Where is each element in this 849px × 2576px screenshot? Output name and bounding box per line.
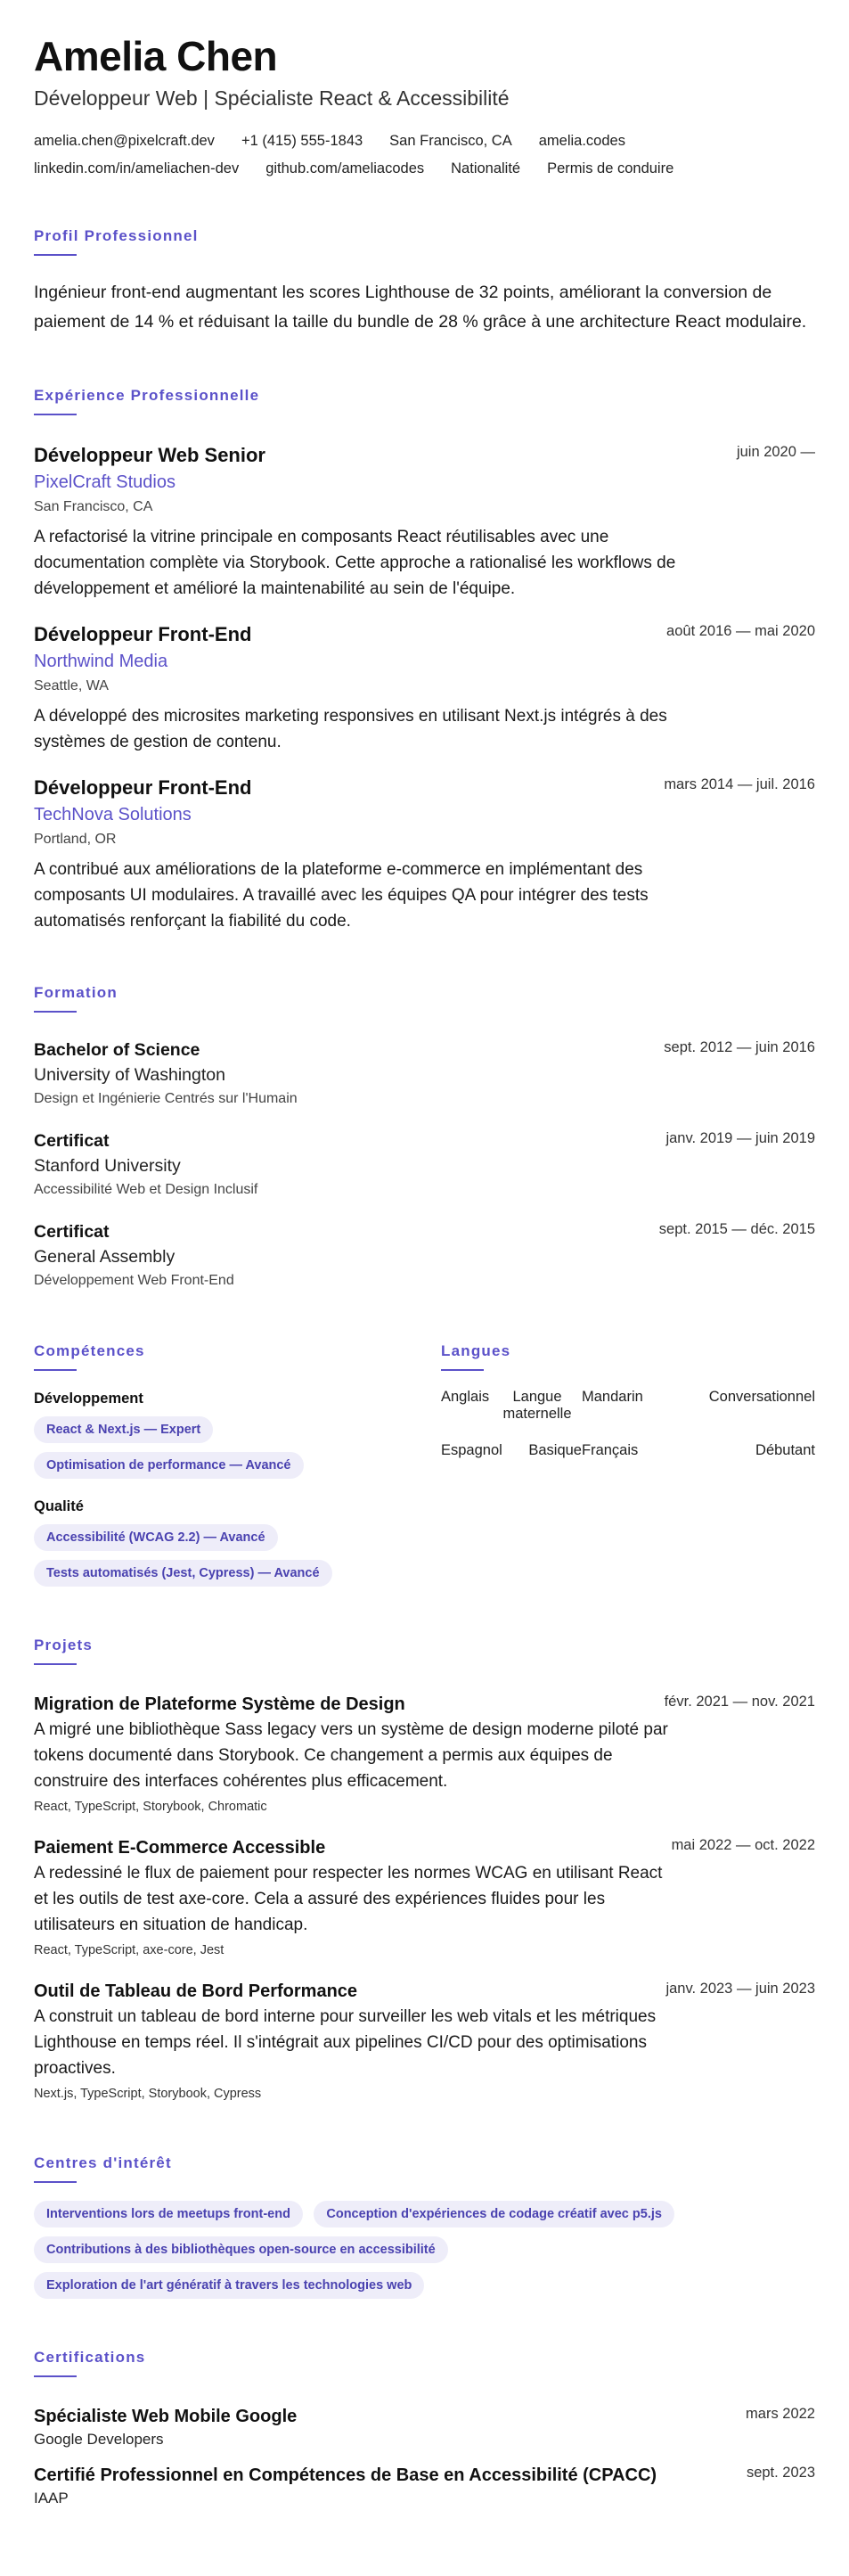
- interest-chip: Conception d'expériences de codage créatif avec p5.js: [314, 2201, 674, 2227]
- contact-nationality: Nationalité: [451, 160, 521, 176]
- certifications-section: [34, 2349, 815, 2509]
- section-title: Formation: [34, 984, 118, 1001]
- school: Stanford University: [34, 1156, 181, 1176]
- certification-item: [34, 2463, 815, 2509]
- company-name: PixelCraft Studios: [34, 472, 176, 492]
- field-of-study: Développement Web Front-End: [34, 1273, 234, 1288]
- project-item: [34, 1835, 815, 1961]
- projects-section: [34, 1637, 815, 2104]
- section-divider: [34, 1011, 77, 1013]
- section-title: Certifications: [34, 2349, 146, 2366]
- project-item: [34, 1692, 815, 1817]
- experience-dates: juin 2020 —: [736, 444, 815, 460]
- certification-name: Certifié Professionnel en Compétences de Base en Accessibilité (CPACC): [34, 2465, 657, 2485]
- project-dates: févr. 2021 — nov. 2021: [664, 1694, 815, 1710]
- language-name: Mandarin: [582, 1389, 643, 1405]
- certification-issuer: IAAP: [34, 2490, 69, 2506]
- contact-email[interactable]: amelia.chen@pixelcraft.dev: [34, 133, 215, 149]
- job-title: Développeur Web Senior: [34, 444, 265, 466]
- section-divider: [34, 254, 77, 256]
- degree: Certificat: [34, 1131, 110, 1151]
- project-description: A migré une bibliothèque Sass legacy vers un système de design moderne piloté par tokens documenté dans Storybook. Ce changement a permis aux équipes de construire des interfaces cohérentes plus efficacement.: [34, 1720, 668, 1791]
- certification-name: Spécialiste Web Mobile Google: [34, 2407, 298, 2426]
- job-location: San Francisco, CA: [34, 499, 153, 514]
- section-divider: [34, 2375, 77, 2377]
- certification-date: sept. 2023: [746, 2465, 815, 2481]
- degree: Certificat: [34, 1222, 110, 1242]
- company-name: TechNova Solutions: [34, 805, 192, 824]
- section-divider: [34, 2181, 77, 2183]
- summary-section: [34, 227, 815, 337]
- language-level: Conversationnel: [708, 1389, 815, 1405]
- skill-category: Qualité: [34, 1498, 84, 1514]
- experience-item: [34, 621, 815, 755]
- certification-date: mars 2022: [746, 2406, 815, 2422]
- project-name: Outil de Tableau de Bord Performance: [34, 1981, 358, 2001]
- job-description: A refactorisé la vitrine principale en composants React réutilisables avec une documentation complète via Storybook. Cette approche a rationalisé les workflows de développement et amélioré la maintenabilité au sein de l'équipe.: [34, 528, 676, 598]
- education-item: [34, 1038, 815, 1111]
- skill-chip: React & Next.js — Expert: [34, 1416, 213, 1443]
- project-tech: Next.js, TypeScript, Storybook, Cypress: [34, 2087, 262, 2101]
- skill-category: Développement: [34, 1391, 143, 1407]
- experience-item: [34, 775, 815, 934]
- languages-grid: [441, 1389, 815, 1459]
- company-name: Northwind Media: [34, 652, 168, 671]
- skill-chip: Tests automatisés (Jest, Cypress) — Avancé: [34, 1560, 332, 1587]
- section-title: Langues: [441, 1342, 511, 1359]
- experience-item: [34, 442, 815, 602]
- project-name: Migration de Plateforme Système de Design: [34, 1694, 405, 1714]
- education-section: [34, 984, 815, 1292]
- section-divider: [34, 1663, 77, 1665]
- project-name: Paiement E-Commerce Accessible: [34, 1838, 326, 1858]
- skill-chip: Optimisation de performance — Avancé: [34, 1452, 304, 1479]
- project-dates: janv. 2023 — juin 2023: [665, 1981, 815, 1997]
- project-description: A construit un tableau de bord interne pour surveiller les web vitals et les métriques Lighthouse en temps réel. Il s'intégrait aux pipelines CI/CD pour des optimisations proactives.: [34, 2007, 657, 2078]
- section-title: Compétences: [34, 1342, 145, 1359]
- language-name: Anglais: [441, 1389, 490, 1405]
- experience-dates: mars 2014 — juil. 2016: [664, 776, 815, 792]
- interest-chip: Interventions lors de meetups front-end: [34, 2201, 303, 2227]
- skills-section: [34, 1342, 441, 1587]
- contact-list: [34, 133, 815, 177]
- section-divider: [34, 414, 77, 415]
- section-divider: [34, 1369, 77, 1371]
- headline: Développeur Web | Spécialiste React & Accessibilité: [34, 86, 510, 110]
- education-dates: janv. 2019 — juin 2019: [665, 1130, 815, 1146]
- languages-section: [441, 1342, 815, 1587]
- section-title: Expérience Professionnelle: [34, 387, 260, 404]
- summary-text: Ingénieur front-end augmentant les scores Lighthouse de 32 points, améliorant la conversion de paiement de 14 % et réduisant la taille du bundle de 28 % grâce à une architecture React modulaire.: [34, 283, 807, 332]
- project-item: [34, 1979, 815, 2104]
- project-tech: React, TypeScript, Storybook, Chromatic: [34, 1800, 267, 1814]
- interests-section: [34, 2154, 815, 2299]
- experience-dates: août 2016 — mai 2020: [666, 623, 815, 639]
- job-description: A contribué aux améliorations de la plateforme e-commerce en implémentant des composants UI modulaires. A travaillé avec les équipes QA pour intégrer des tests automatisés renforçant la fiabilité du code.: [34, 860, 649, 931]
- interests-list: [34, 2192, 815, 2299]
- job-description: A développé des microsites marketing responsives en utilisant Next.js intégrés à des systèmes de gestion de contenu.: [34, 707, 667, 751]
- candidate-name: Amelia Chen: [34, 33, 278, 79]
- job-title: Développeur Front-End: [34, 623, 252, 645]
- contact-website[interactable]: amelia.codes: [538, 133, 625, 149]
- skills-languages-row: [34, 1342, 815, 1587]
- field-of-study: Accessibilité Web et Design Inclusif: [34, 1182, 258, 1197]
- education-item: [34, 1128, 815, 1202]
- education-dates: sept. 2012 — juin 2016: [664, 1039, 815, 1055]
- project-tech: React, TypeScript, axe-core, Jest: [34, 1943, 224, 1957]
- language-level: Langue maternelle: [502, 1389, 572, 1422]
- section-title: Projets: [34, 1637, 94, 1653]
- skill-chip: Accessibilité (WCAG 2.2) — Avancé: [34, 1524, 278, 1551]
- project-description: A redessiné le flux de paiement pour respecter les normes WCAG en utilisant React et les outils de test axe-core. Cela a assuré des expériences fluides pour les utilisateurs en situation de handicap.: [34, 1864, 663, 1934]
- contact-phone[interactable]: +1 (415) 555-1843: [241, 133, 363, 149]
- education-item: [34, 1219, 815, 1292]
- contact-github[interactable]: github.com/ameliacodes: [265, 160, 425, 176]
- language-level: Basique: [528, 1442, 582, 1458]
- project-dates: mai 2022 — oct. 2022: [671, 1837, 815, 1853]
- contact-linkedin[interactable]: linkedin.com/in/ameliachen-dev: [34, 160, 240, 176]
- job-location: Portland, OR: [34, 832, 117, 847]
- school: General Assembly: [34, 1247, 176, 1267]
- certification-issuer: Google Developers: [34, 2431, 164, 2448]
- section-title: Profil Professionnel: [34, 227, 199, 244]
- education-dates: sept. 2015 — déc. 2015: [658, 1221, 815, 1237]
- language-level: Débutant: [755, 1442, 815, 1458]
- resume-header: [34, 33, 815, 177]
- contact-location: San Francisco, CA: [389, 133, 512, 149]
- contact-license: Permis de conduire: [547, 160, 674, 176]
- job-title: Développeur Front-End: [34, 776, 252, 799]
- interest-chip: Exploration de l'art génératif à travers les technologies web: [34, 2272, 424, 2299]
- degree: Bachelor of Science: [34, 1040, 200, 1060]
- language-name: Espagnol: [441, 1442, 502, 1458]
- school: University of Washington: [34, 1065, 225, 1085]
- job-location: Seattle, WA: [34, 678, 109, 693]
- field-of-study: Design et Ingénierie Centrés sur l'Humain: [34, 1091, 298, 1106]
- certification-item: [34, 2404, 815, 2450]
- section-divider: [441, 1369, 484, 1371]
- language-name: Français: [582, 1442, 639, 1458]
- interest-chip: Contributions à des bibliothèques open-source en accessibilité: [34, 2236, 448, 2263]
- experience-section: [34, 387, 815, 934]
- section-title: Centres d'intérêt: [34, 2154, 172, 2171]
